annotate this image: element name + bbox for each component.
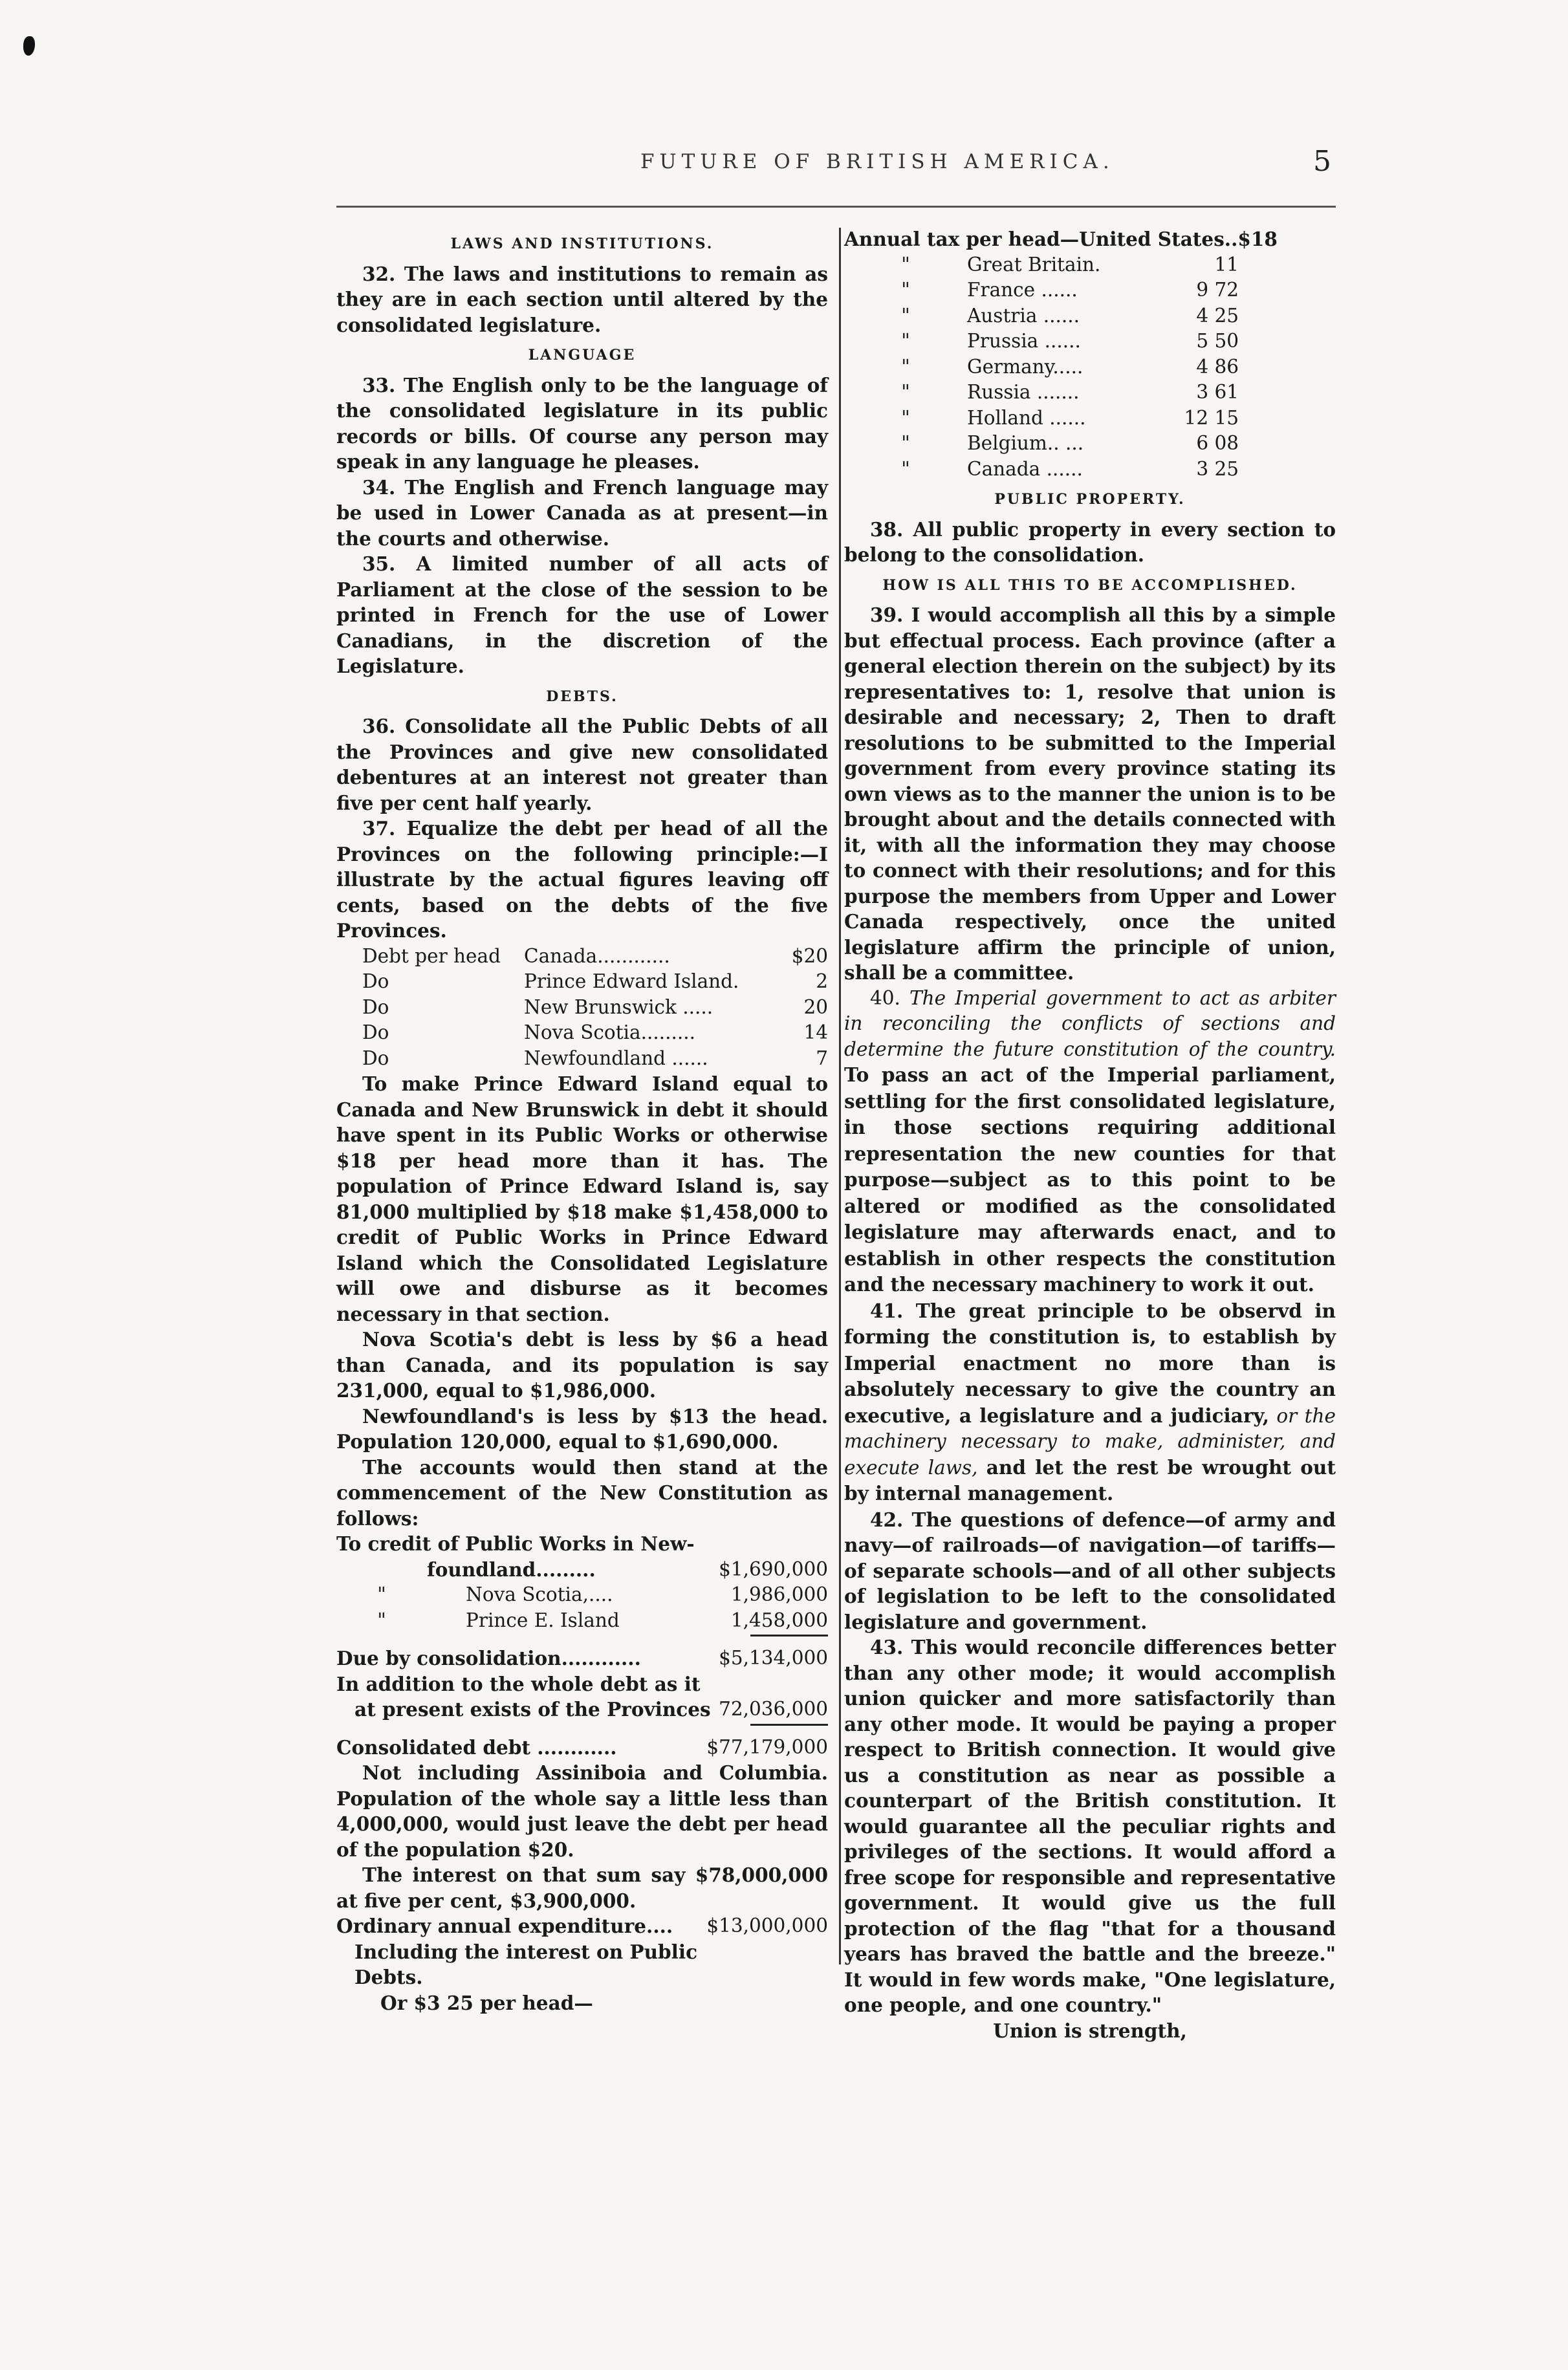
- page-header: [0, 145, 1568, 189]
- para-39: 39. I would accomplish all this by a simple but effectual process. Each province (after a general election therein on the subject) by its representatives to: 1, resolve that union is desirable and necessary; 2, Then to draft resolutions to be submitted to the Imperial government from every province stating its own views as to the manner the union is to be brought about and the details connected with it, with all the information they may choose to connect with their resolutions; and for this purpose the members from Upper and Lower Canada respectively, once the united legislature affirm the principle of union, shall be a committee.: [844, 603, 1336, 984]
- debt-row-province: Prince Edward Island.: [524, 970, 739, 992]
- para-not-including: Not including Assiniboia and Columbia. Population of the whole say a little less than 4,000,000, would just leave the debt per head of the population $20.: [336, 1761, 828, 1861]
- debt-row-label: Do: [362, 1021, 389, 1043]
- credit-value: 1,458,000: [730, 1609, 828, 1631]
- credit-value: $1,690,000: [719, 1558, 828, 1580]
- debt-row-province: New Brunswick .....: [524, 995, 713, 1018]
- due-row: [336, 1646, 828, 1671]
- debt-row-label: Debt per head: [362, 944, 501, 967]
- debt-row: [362, 995, 828, 1021]
- para-34: 34. The English and French language may be used in Lower Canada as at present—in the courts and otherwise.: [336, 475, 828, 550]
- tax-row: " Austria ...... 4 25: [844, 303, 1336, 329]
- heading-debts: DEBTS.: [546, 688, 618, 705]
- consolidated-row: [336, 1735, 828, 1761]
- debt-row-label: Do: [362, 995, 389, 1018]
- ordinary-row: [336, 1913, 828, 1939]
- debt-row: [362, 969, 828, 995]
- para-40-italic: The Imperial government to act as arbiter in reconciling the conflicts of sections and determine the future constitution of the country.: [844, 986, 1336, 1060]
- tax-value: 4 25: [1196, 304, 1239, 327]
- para-nova-scotia: Nova Scotia's debt is less by $6 a head than Canada, and its population is say 231,000, equal to $1,986,000.: [336, 1328, 828, 1402]
- para-41: [844, 1298, 1336, 1507]
- column-divider: [839, 228, 841, 1964]
- tax-country: Great Britain.: [967, 253, 1101, 276]
- para-32: 32. The laws and institutions to remain as they are in each section until altered by the consolidated legislature.: [336, 262, 828, 336]
- debt-row-label: Do: [362, 1047, 389, 1069]
- consolidated-value: $77,179,000: [706, 1735, 828, 1758]
- debt-row-province: Canada............: [524, 944, 670, 967]
- addition-line-1: In addition to the whole debt as it: [336, 1672, 701, 1695]
- tax-country: Prussia ......: [967, 330, 1081, 352]
- para-41-italic: or the machinery necessary to make, administer, and execute laws,: [844, 1404, 1336, 1479]
- due-value: $5,134,000: [719, 1647, 828, 1669]
- debt-table: [336, 944, 828, 1072]
- debt-row-province: Nova Scotia.........: [524, 1021, 695, 1043]
- para-43: 43. This would reconcile differences better than any other mode; it would accomplish union quicker and more satisfactorily than any other mode. It would be paying a proper respect to British connection. It would give us a constitution as near as possible a counterpart of the British constitution. It would guarantee all the peculiar rights and privileges of the sections. It would afford a free scope for responsible and representative government. It would give us the full protection of the flag "that for a thousand years has braved the battle and the breeze." It would in few words make, "One legislature, one people, and one country.": [844, 1636, 1336, 2016]
- para-41-start: 41. The great principle to be observd in forming the constitution is, to establish by Imperial enactment no more than is absolutely necessary to give the country an executive, a legislature and a judiciary,: [844, 1299, 1336, 1427]
- closing-line: Union is strength,: [993, 2019, 1187, 2042]
- tax-row: " Belgium.. ... 6 08: [844, 431, 1336, 457]
- left-column: [336, 226, 828, 2016]
- para-41-end: and let the rest be wrought out by internal management.: [844, 1455, 1336, 1505]
- tax-country: Holland ......: [967, 406, 1086, 429]
- including-line-2: Debts.: [354, 1966, 423, 1988]
- para-interest: The interest on that sum say $78,000,000 at five per cent, $3,900,000.: [336, 1864, 828, 1912]
- sum-rule: [750, 1635, 828, 1636]
- tax-row: " Russia ....... 3 61: [844, 380, 1336, 406]
- right-column: [844, 226, 1336, 2043]
- debt-row-province: Newfoundland ......: [524, 1047, 708, 1069]
- para-newfoundland: Newfoundland's is less by $13 the head. Population 120,000, equal to $1,690,000.: [336, 1404, 828, 1453]
- credit-row: [336, 1582, 828, 1608]
- credit-label: Prince E. Island: [466, 1609, 620, 1631]
- page-number: 5: [1313, 145, 1331, 178]
- tax-value: 3 61: [1196, 381, 1239, 403]
- tax-country: France ......: [967, 279, 1078, 301]
- header-rule: [336, 206, 1336, 208]
- ordinary-value: $13,000,000: [706, 1915, 828, 1937]
- para-35: 35. A limited number of all acts of Parliament at the close of the session to be printed in French for the use of Lower Canadians, in the discretion of the Legislature.: [336, 552, 828, 677]
- credit-label: foundland.........: [427, 1558, 596, 1581]
- tax-value: 11: [1214, 253, 1239, 276]
- para-42: 42. The questions of defence—of army and navy—of railroads—of navigation—of tariffs—of separate schools—and of all other subjects of legislation to be left to the consolidated legislature and government.: [844, 1508, 1336, 1633]
- tax-value: 6 08: [1196, 432, 1239, 454]
- credit-line: To credit of Public Works in New-: [336, 1532, 695, 1555]
- tax-row: " Great Britain. 11: [844, 252, 1336, 278]
- credit-ditto: [336, 1557, 427, 1583]
- consolidated-label: Consolidated debt ............: [336, 1735, 617, 1759]
- para-accounts: The accounts would then stand at the commencement of the New Constitution as follows:: [336, 1455, 828, 1530]
- debt-row: [362, 1020, 828, 1046]
- ink-blot: [23, 36, 35, 56]
- heading-laws: LAWS AND INSTITUTIONS.: [450, 235, 714, 252]
- para-40-number: 40.: [870, 986, 900, 1009]
- tax-value: 4 86: [1196, 355, 1239, 378]
- credit-ditto: ": [377, 1583, 386, 1605]
- debt-row: [362, 944, 828, 970]
- tax-row: " France ...... 9 72: [844, 277, 1336, 303]
- ordinary-label: Ordinary annual expenditure....: [336, 1915, 673, 1937]
- tax-intro: Annual tax per head—United States..$18: [844, 228, 1278, 250]
- tax-value: 12 15: [1184, 406, 1239, 429]
- tax-country: Belgium.. ...: [967, 432, 1084, 454]
- due-label: Due by consolidation............: [336, 1647, 641, 1669]
- debt-row-value: 20: [803, 995, 828, 1018]
- including-line-1: Including the interest on Public: [354, 1940, 698, 1963]
- credit-row: [336, 1608, 828, 1634]
- debt-row-value: 14: [803, 1021, 828, 1043]
- heading-how: HOW IS ALL THIS TO BE ACCOMPLISHED.: [882, 576, 1298, 594]
- heading-language: LANGUAGE: [528, 347, 637, 364]
- tax-country: Austria ......: [967, 304, 1080, 327]
- debt-row: [362, 1046, 828, 1072]
- debt-row-value: 2: [816, 970, 828, 992]
- tax-country: Canada ......: [967, 457, 1083, 480]
- addition-value: 72,036,000: [719, 1698, 828, 1720]
- para-33: 33. The English only to be the language of the consolidated legislature in its public records or bills. Of course any person may speak in any language he pleases.: [336, 373, 828, 473]
- per-head-line: Or $3 25 per head—: [380, 1991, 593, 2014]
- tax-value: 5 50: [1196, 330, 1239, 352]
- credit-row: [336, 1557, 828, 1583]
- tax-country: Russia .......: [967, 381, 1080, 403]
- tax-country: Germany.....: [967, 355, 1083, 378]
- para-40-rest: To pass an act of the Imperial parliament, settling for the first consolidated legislature, in those sections requiring additional representation the new counties for that purpose—subject as to this point to be altered or modified as the consolidated legislature may afterwards enact, and to establish in other respects the constitution and the necessary machinery to work it out.: [844, 1063, 1336, 1296]
- credit-label: Nova Scotia,....: [466, 1583, 613, 1605]
- tax-value: 3 25: [1196, 457, 1239, 480]
- para-pei: To make Prince Edward Island equal to Canada and New Brunswick in debt it should have spent in its Public Works or otherwise $18 per head more than it has. The population of Prince Edward Island is, say 81,000 multiplied by $18 make $1,458,000 to credit of Public Works in Prince Edward Island which the Consolidated Legislature will owe and disburse as it becomes necessary in that section.: [336, 1072, 828, 1325]
- debt-row-value: $20: [791, 944, 828, 967]
- addition-line-2: at present exists of the Provinces: [354, 1698, 711, 1721]
- tax-row: " Canada ...... 3 25: [844, 457, 1336, 483]
- heading-public-property: PUBLIC PROPERTY.: [994, 491, 1186, 508]
- debt-row-label: Do: [362, 970, 389, 992]
- tax-value: 9 72: [1196, 279, 1239, 301]
- tax-table: [844, 252, 1336, 483]
- para-38: 38. All public property in every section to belong to the consolidation.: [844, 517, 1336, 566]
- para-36: 36. Consolidate all the Public Debts of all the Provinces and give new consolidated debentures at an interest not greater than five per cent half yearly.: [336, 715, 828, 814]
- tax-row: " Prussia ...... 5 50: [844, 329, 1336, 354]
- para-37: 37. Equalize the debt per head of all the Provinces on the following principle:—I illustrate by the actual figures leaving off cents, based on the debts of the five Provinces.: [336, 817, 828, 942]
- para-40: [844, 986, 1336, 1298]
- credit-value: 1,986,000: [730, 1583, 828, 1605]
- tax-row: " Germany..... 4 86: [844, 354, 1336, 380]
- credit-ditto: ": [377, 1609, 386, 1631]
- total-rule: [750, 1724, 828, 1726]
- tax-row: " Holland ...... 12 15: [844, 406, 1336, 431]
- running-title: FUTURE OF BRITISH AMERICA.: [640, 150, 1115, 173]
- addition-row: [336, 1697, 828, 1723]
- credits-table: [336, 1557, 828, 1634]
- debt-row-value: 7: [816, 1047, 828, 1069]
